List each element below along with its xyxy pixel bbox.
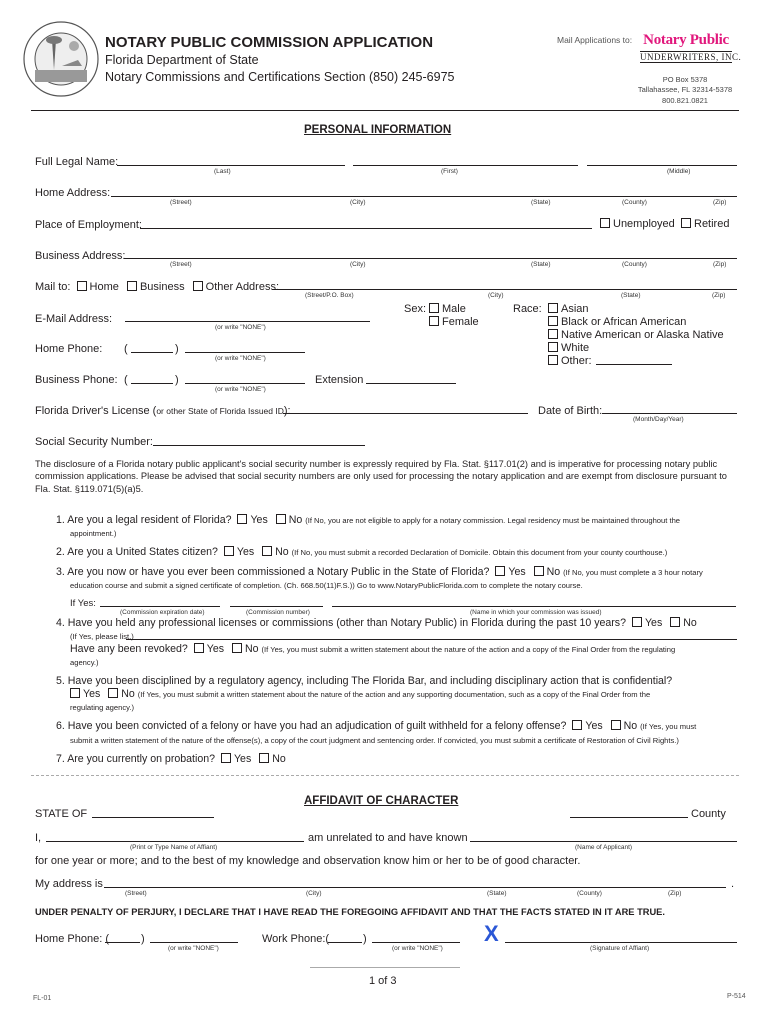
other-address-field[interactable] (272, 289, 737, 290)
last-name-field[interactable] (117, 165, 345, 166)
q2-note: (If No, you must submit a recorded Declaration of Domicile. Obtain this document from your county courthouse.) (291, 548, 668, 557)
mail-city: Tallahassee, FL 32314-5378 (637, 85, 733, 94)
race-native-checkbox[interactable] (548, 329, 724, 341)
dob-label: Date of Birth: (538, 405, 603, 417)
yes-label: Yes (206, 643, 225, 655)
race-native-label: Native American or Alaska Native (561, 329, 724, 341)
sex-label: Sex: (404, 303, 427, 315)
middle-hint: (Middle) (667, 168, 691, 175)
business-phone-close-paren: ) (175, 374, 179, 386)
home-address-label: Home Address: (35, 187, 111, 199)
q6-no-checkbox[interactable] (606, 720, 638, 732)
mail-to-label: Mail to: (35, 281, 71, 293)
state-hint: (State) (531, 199, 551, 206)
affiant-home-phone-field[interactable] (150, 942, 238, 943)
business-phone-area-field[interactable] (131, 383, 173, 384)
city-hint: (City) (306, 890, 322, 897)
q2-row (56, 546, 667, 558)
race-other-field[interactable] (596, 364, 672, 365)
female-checkbox[interactable] (429, 316, 479, 328)
county-label: County (691, 808, 726, 820)
business-phone-none-hint: (or write "NONE") (215, 386, 266, 393)
race-other-checkbox[interactable] (548, 355, 592, 367)
logo-wordmark: Notary Public (643, 32, 729, 48)
perjury-declaration: UNDER PENALTY OF PERJURY, I DECLARE THAT I HAVE READ THE FOREGOING AFFIDAVIT AND THAT THE FACTS STATED IN IT ARE TRUE. (35, 907, 665, 917)
mail-home-checkbox[interactable] (74, 281, 119, 293)
unrelated-text: am unrelated to and have known (308, 832, 468, 844)
zip-hint: (Zip) (713, 199, 727, 206)
footer-divider (310, 967, 460, 968)
race-white-label: White (561, 342, 590, 354)
my-address-label: My address is (35, 878, 103, 890)
page-number: 1 of 3 (369, 975, 397, 987)
unemployed-label: Unemployed (613, 218, 675, 230)
county-hint: (County) (622, 261, 647, 268)
comm-expiration-field[interactable] (100, 606, 220, 607)
zip-hint: (Zip) (713, 261, 727, 268)
q1-row (56, 514, 680, 526)
mail-label: Mail Applications to: (557, 35, 633, 45)
good-character-text: for one year or more; and to the best of my knowledge and observation know him or her to be of good character. (35, 855, 581, 867)
q3-row (56, 566, 703, 578)
q6-yes-checkbox[interactable] (569, 720, 602, 732)
affiant-name-hint: (Print or Type Name of Affiant) (130, 844, 218, 851)
home-address-field[interactable] (111, 196, 737, 197)
revoked-text: Have any been revoked? (70, 643, 188, 655)
home-phone-label: Home Phone: (35, 343, 103, 355)
section-affidavit-heading: AFFIDAVIT OF CHARACTER (304, 795, 459, 807)
affiant-work-close-paren: ) (363, 933, 367, 945)
county-field[interactable] (570, 817, 688, 818)
q4-text: 4. Have you held any professional licenses or commissions (other than Notary Public) in Florida during the past 10 years? (56, 617, 626, 629)
q3-no-checkbox[interactable] (529, 566, 561, 578)
email-none-hint: (or write "NONE") (215, 324, 266, 331)
i-label: I, (35, 832, 42, 844)
business-phone-label: Business Phone: (35, 374, 118, 386)
business-address-field[interactable] (124, 258, 737, 259)
race-asian-checkbox[interactable] (548, 303, 589, 315)
extension-label: Extension (315, 374, 364, 386)
mail-to-row (35, 281, 279, 293)
home-phone-open-paren: ( (124, 343, 128, 355)
department-name: Florida Department of State (105, 53, 259, 67)
dob-field[interactable] (602, 413, 737, 414)
q6-note-cont: submit a written statement of the nature of the offense(s), a copy of the court judgment and sentencing order. If convicted, you must submit a certificate of Restoration of Civil Rights.) (70, 736, 679, 745)
q4-no-checkbox[interactable] (665, 617, 697, 629)
first-name-field[interactable] (353, 165, 578, 166)
ssn-field[interactable] (153, 445, 365, 446)
state-of-label: STATE OF (35, 808, 88, 820)
first-hint: (First) (441, 168, 458, 175)
zip-hint: (Zip) (712, 292, 726, 299)
state-hint: (State) (487, 890, 507, 897)
affiant-work-phone-label: Work Phone:( (262, 933, 330, 945)
q1-note: (If No, you are not eligible to apply for a notary commission. Legal residency must be maintained throughout the (305, 516, 681, 525)
header-divider (31, 110, 739, 111)
revoked-no-checkbox[interactable] (227, 643, 259, 655)
middle-name-field[interactable] (587, 165, 737, 166)
no-label: No (683, 617, 697, 629)
q5-no-checkbox[interactable] (103, 688, 135, 700)
business-label: Business (139, 281, 185, 293)
if-yes-label: If Yes: (70, 598, 96, 609)
yes-label: Yes (250, 514, 268, 526)
last-hint: (Last) (214, 168, 231, 175)
no-label: No (546, 566, 561, 578)
race-asian-label: Asian (561, 303, 589, 315)
q2-yes-checkbox[interactable] (221, 546, 254, 558)
signature-field[interactable] (505, 942, 737, 943)
signature-hint: (Signature of Affiant) (590, 945, 650, 952)
q1-no-checkbox[interactable] (271, 514, 303, 526)
street-po-hint: (Street/P.O. Box) (305, 292, 354, 299)
state-seal (22, 20, 100, 98)
revoked-yes-checkbox[interactable] (191, 643, 224, 655)
yes-label: Yes (233, 753, 252, 765)
dl-label-end: ): (283, 405, 291, 417)
q3-yes-checkbox[interactable] (492, 566, 525, 578)
county-hint: (County) (577, 890, 602, 897)
section-personal-heading: PERSONAL INFORMATION (304, 124, 452, 136)
form-title: NOTARY PUBLIC COMMISSION APPLICATION (105, 34, 434, 51)
dl-label-small: or other State of Florida Issued ID (156, 406, 284, 416)
race-white-checkbox[interactable] (548, 342, 589, 354)
q5-note-cont: regulating agency.) (70, 703, 135, 712)
no-label: No (272, 753, 286, 765)
no-label: No (275, 546, 289, 558)
street-hint: (Street) (125, 890, 147, 897)
state-hint: (State) (531, 261, 551, 268)
yes-label: Yes (83, 688, 101, 700)
race-black-checkbox[interactable] (548, 316, 686, 328)
q6-note: (If Yes, you must (640, 722, 697, 731)
logo-subtitle: UNDERWRITERS, INC. (640, 52, 742, 62)
q3-note: (If No, you must complete a 3 hour notary (563, 568, 703, 577)
revoked-note: (If Yes, you must submit a written statement about the nature of the action and a copy of the Final Order from the regulating (261, 645, 676, 654)
male-checkbox[interactable] (429, 303, 466, 315)
business-address-label: Business Address: (35, 250, 126, 262)
full-name-label: Full Legal Name: (35, 156, 119, 168)
q5-answer-row (70, 688, 650, 700)
female-label: Female (442, 316, 479, 328)
email-label: E-Mail Address: (35, 313, 113, 325)
affiant-home-close-paren: ) (141, 933, 145, 945)
q3-text: 3. Are you now or have you ever been commissioned a Notary Public in the State of Florida? (56, 566, 490, 578)
mail-other-checkbox[interactable] (188, 281, 279, 293)
ssn-label: Social Security Number: (35, 436, 153, 448)
q4-yes-checkbox[interactable] (629, 617, 662, 629)
q1-yes-checkbox[interactable] (234, 514, 267, 526)
affiant-name-field[interactable] (46, 841, 304, 842)
q5-yes-checkbox[interactable] (70, 688, 100, 700)
home-phone-none-hint: (or write "NONE") (215, 355, 266, 362)
dl-label-start: Florida Driver's License ( (35, 405, 157, 417)
state-hint: (State) (621, 292, 641, 299)
q1-text: 1. Are you a legal resident of Florida? (56, 514, 232, 526)
retired-label: Retired (694, 218, 730, 230)
county-hint: (County) (622, 199, 647, 206)
logo (640, 32, 742, 63)
home-phone-area-field[interactable] (131, 352, 173, 353)
no-label: No (121, 688, 135, 700)
race-black-label: Black or African American (561, 316, 687, 328)
q4-row (56, 617, 697, 629)
affiant-work-none-hint: (or write "NONE") (392, 945, 443, 952)
q5-row: 5. Have you been disciplined by a regulatory agency, including The Florida Bar, and including disciplinary action that is confidential? (56, 675, 673, 687)
yes-label: Yes (585, 720, 603, 732)
race-label: Race: (513, 303, 542, 315)
comm-name-hint: (Name in which your commission was issued) (470, 609, 602, 616)
signature-x-mark: X (484, 921, 499, 946)
yes-label: Yes (644, 617, 663, 629)
home-phone-close-paren: ) (175, 343, 179, 355)
home-phone-field[interactable] (185, 352, 305, 353)
mail-po-box: PO Box 5378 (662, 75, 708, 84)
no-label: No (288, 514, 303, 526)
home-label: Home (89, 281, 119, 293)
affiant-work-phone-field[interactable] (372, 942, 460, 943)
city-hint: (City) (350, 261, 366, 268)
email-field[interactable] (125, 321, 370, 322)
retired-checkbox[interactable] (681, 218, 729, 230)
q7-text: 7. Are you currently on probation? (56, 753, 216, 765)
drivers-license-field[interactable] (283, 413, 528, 414)
q1-note-cont: appointment.) (70, 529, 117, 538)
dob-format-hint: (Month/Day/Year) (633, 416, 684, 423)
drivers-license-label (35, 405, 291, 417)
comm-number-field[interactable] (230, 606, 323, 607)
affiant-address-field[interactable] (104, 887, 726, 888)
no-label: No (623, 720, 638, 732)
form-code-right: P-514 (727, 993, 746, 1000)
state-of-field[interactable] (92, 817, 214, 818)
business-phone-field[interactable] (185, 383, 305, 384)
yes-label: Yes (508, 566, 526, 578)
affiant-home-phone-label: Home Phone: ( (35, 933, 109, 945)
q3-note-cont: education course and submit a signed certificate of completion. (Ch. 668.50(11)F.S.)) Go to www.NotaryPublicFlorida.com to complete the notary course. (70, 581, 583, 590)
race-other-label: Other: (561, 355, 592, 367)
street-hint: (Street) (170, 261, 192, 268)
employment-label: Place of Employment: (35, 219, 142, 231)
zip-hint: (Zip) (668, 890, 682, 897)
q7-row (56, 753, 286, 765)
mail-phone: 800.821.0821 (662, 96, 708, 105)
q2-text: 2. Are you a United States citizen? (56, 546, 218, 558)
affiant-home-area-field[interactable] (105, 942, 140, 943)
q7-no-checkbox[interactable] (254, 753, 286, 765)
q4-list-field[interactable] (126, 639, 737, 640)
address-period: . (731, 878, 735, 890)
affiant-work-area-field[interactable] (328, 942, 362, 943)
applicant-name-field[interactable] (470, 841, 737, 842)
comm-number-hint: (Commission number) (246, 609, 310, 616)
ssn-disclosure: The disclosure of a Florida notary public applicant's social security number is expressly required by Fla. Stat. §117.01(2) and is imperative for processing notary public commission applications. Please be advised that social security numbers are only used for processing the notary application and are exempt from disclosure pursuant to Fla. Stat. §119.071(5)(a)5. (35, 459, 727, 494)
affidavit-divider (31, 775, 739, 776)
city-hint: (City) (488, 292, 504, 299)
applicant-name-hint: (Name of Applicant) (575, 844, 633, 851)
q4-list-hint: (If Yes, please list.) (70, 632, 134, 641)
mail-business-checkbox[interactable] (122, 281, 185, 293)
unemployed-checkbox[interactable] (600, 218, 675, 230)
q2-no-checkbox[interactable] (257, 546, 289, 558)
section-contact: Notary Commissions and Certifications Section (850) 245-6975 (105, 70, 455, 84)
affiant-home-none-hint: (or write "NONE") (168, 945, 219, 952)
revoked-row (70, 643, 675, 655)
q7-yes-checkbox[interactable] (218, 753, 251, 765)
extension-field[interactable] (366, 383, 456, 384)
business-phone-open-paren: ( (124, 374, 128, 386)
male-label: Male (442, 303, 466, 315)
comm-name-field[interactable] (332, 606, 736, 607)
no-label: No (245, 643, 259, 655)
revoked-note-cont: agency.) (70, 658, 99, 667)
yes-label: Yes (236, 546, 255, 558)
other-address-label: Other Address: (205, 281, 280, 293)
form-code-left: FL-01 (33, 995, 52, 1002)
q6-row (56, 720, 696, 732)
city-hint: (City) (350, 199, 366, 206)
q6-text: 6. Have you been convicted of a felony or have you had an adjudication of guilt withheld for a felony offense? (56, 720, 567, 732)
employment-field[interactable] (140, 228, 592, 229)
expiration-hint: (Commission expiration date) (120, 609, 205, 616)
q5-note: (If Yes, you must submit a written statement about the nature of the action and any supporting documentation, such as a copy of the Final Order from the (137, 690, 651, 699)
street-hint: (Street) (170, 199, 192, 206)
